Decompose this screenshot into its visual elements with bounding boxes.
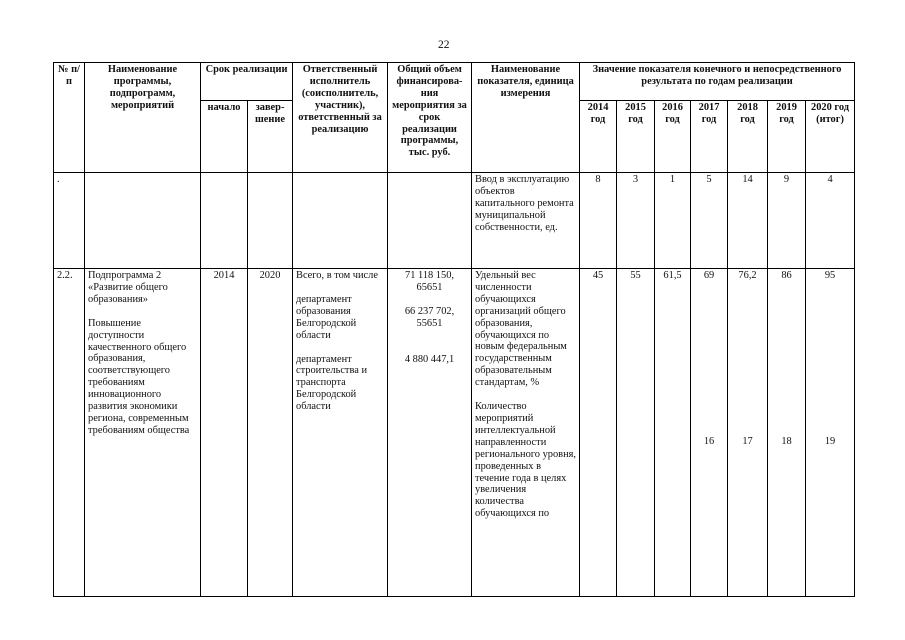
row-financing: [388, 269, 472, 597]
subprogram-title: Подпрограмма 2 «Развитие общего образования»: [88, 270, 168, 305]
value-2019: [768, 269, 806, 597]
indicator-share: Удельный вес численности обучающихся организаций общего образования, обучающихся по новым федеральным государственным образовательным стандартам, %: [475, 270, 567, 389]
events-value-2017: 16: [703, 435, 715, 447]
header-start: начало: [201, 101, 248, 173]
table-row: [54, 173, 855, 269]
row-name: [85, 173, 201, 269]
header-year-2016: 2016 год: [655, 101, 691, 173]
page-number: 22: [438, 39, 450, 51]
value-2020: 4: [806, 173, 855, 269]
header-year-2018: 2018 год: [728, 101, 768, 173]
header-num: № п/п: [54, 63, 85, 173]
share-value-2018: 76,2: [738, 270, 757, 281]
share-value-2020: 95: [824, 270, 836, 281]
header-indicator: Наименование показателя, единица измерения: [472, 63, 580, 173]
row-end: 2020: [248, 269, 293, 597]
value-2018: [728, 269, 768, 597]
value-2016: 1: [655, 173, 691, 269]
header-end: завер-шение: [248, 101, 293, 173]
row-responsible: [293, 269, 388, 597]
header-responsible: Ответственный исполнитель (соисполнитель, участник), ответственный за реализацию: [293, 63, 388, 173]
row-end: [248, 173, 293, 269]
share-value-2019: 86: [781, 270, 792, 281]
financing-total: 71 118 150, 65651: [405, 270, 454, 293]
value-2014: 8: [580, 173, 617, 269]
header-year-2014: 2014 год: [580, 101, 617, 173]
header-term: Срок реализации: [201, 63, 293, 101]
value-2020: [806, 269, 855, 597]
responsible-dept-construction: департамент строительства и транспорта Белгородской области: [296, 353, 368, 413]
row-financing: [388, 173, 472, 269]
row-number: 2.2.: [54, 269, 85, 597]
row-number: .: [54, 173, 85, 269]
financing-dept-construction: 4 880 447,1: [404, 353, 455, 365]
indicator-events: Количество мероприятий интеллектуальной направленности регионального уровня, проведенных в течение года в целях увеличения количества обучающихся по: [475, 401, 577, 520]
header-year-2017: 2017 год: [691, 101, 728, 173]
value-2017: 5: [691, 173, 728, 269]
row-indicator: Ввод в эксплуатацию объектов капитального ремонта муниципальной собственности, ед.: [472, 173, 580, 269]
header-year-2015: 2015 год: [617, 101, 655, 173]
events-value-2020: 19: [824, 435, 836, 447]
row-start: 2014: [201, 269, 248, 597]
row-start: [201, 173, 248, 269]
header-year-2020: 2020 год (итог): [806, 101, 855, 173]
responsible-total: Всего, в том числе: [296, 270, 378, 281]
responsible-dept-education: департамент образования Белгородской области: [296, 293, 357, 341]
events-value-2019: 18: [781, 435, 792, 447]
value-2017: [691, 269, 728, 597]
header-name: Наименование программы, подпрограмм, мероприятий: [85, 63, 201, 173]
value-2015: 3: [617, 173, 655, 269]
financing-dept-education: 66 237 702, 55651: [404, 305, 455, 329]
events-value-2018: 17: [742, 435, 753, 447]
value-2015: 55: [617, 269, 655, 597]
header-financing: Общий объем финансирова-ния мероприятия за срок реализации программы, тыс. руб.: [388, 63, 472, 173]
header-year-2019: 2019 год: [768, 101, 806, 173]
table-row: [54, 269, 855, 597]
subprogram-goal: Повышение доступности качественного общего образования, соответствующего требованиям инновационного развития экономики региона, современным требованиям общества: [88, 317, 190, 436]
program-table: [53, 62, 855, 597]
value-2018: 14: [728, 173, 768, 269]
share-value-2017: 69: [703, 270, 715, 281]
value-2014: 45: [580, 269, 617, 597]
header-values: Значение показателя конечного и непосредственного результата по годам реализации: [580, 63, 855, 101]
value-2016: 61,5: [655, 269, 691, 597]
row-responsible: [293, 173, 388, 269]
row-name: [85, 269, 201, 597]
value-2019: 9: [768, 173, 806, 269]
header-row-1: [54, 63, 855, 101]
row-indicator: [472, 269, 580, 597]
